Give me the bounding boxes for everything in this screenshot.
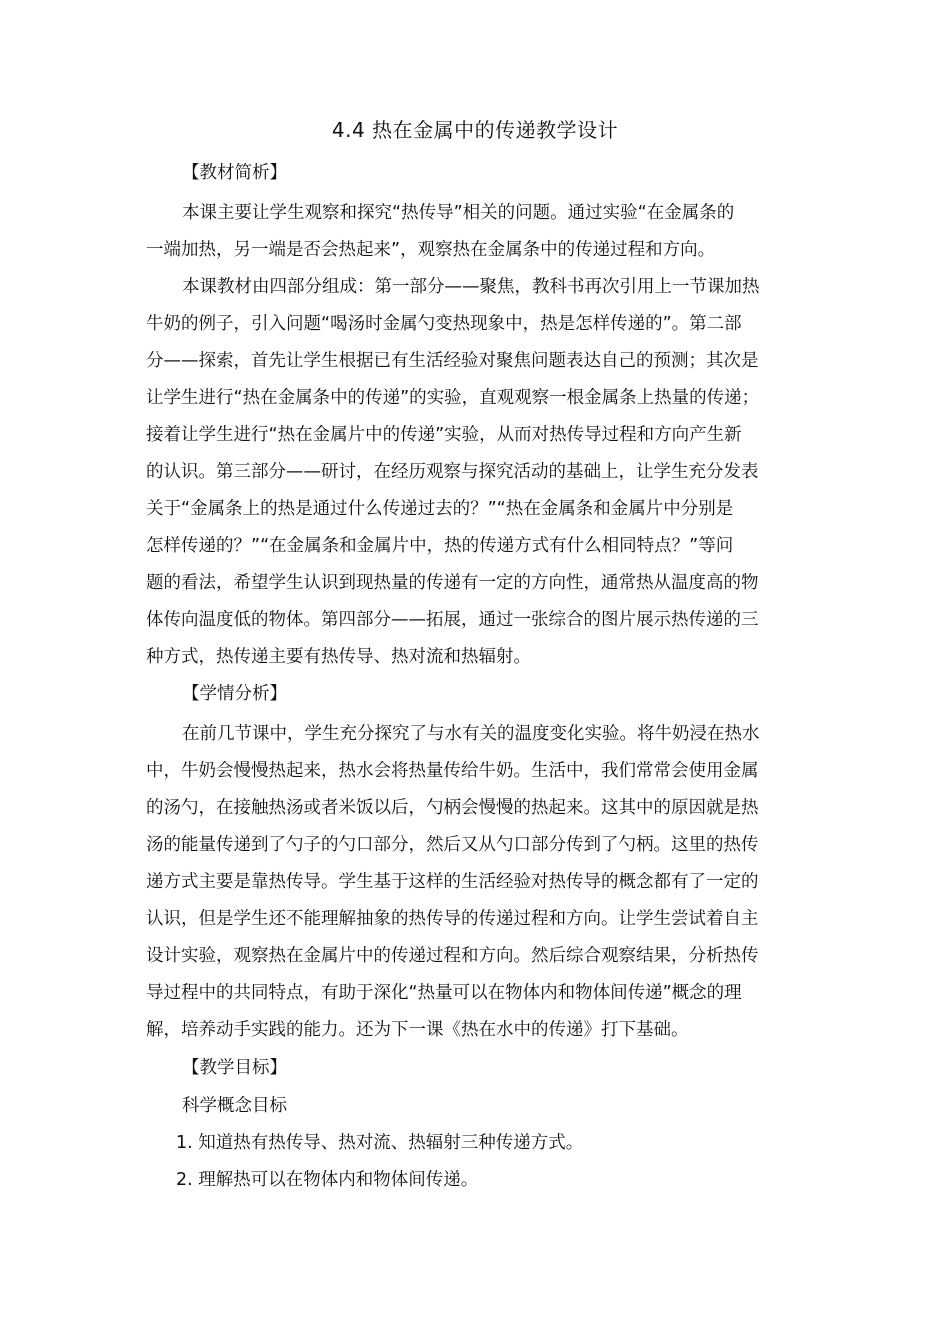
paragraph-line: 关于“金属条上的热是通过什么传递过去的？”“热在金属条和金属片中分别是 [146,499,734,519]
paragraph-line: 的汤勺，在接触热汤或者米饭以后，勺柄会慢慢的热起来。这其中的原因就是热 [146,798,759,818]
section-heading-goals: 【教学目标】 [182,1058,287,1078]
section-heading-students: 【学情分析】 [182,684,287,704]
paragraph-line: 让学生进行“热在金属条中的传递”的实验，直观观察一根金属条上热量的传递； [146,388,760,408]
paragraph-line: 一端加热，另一端是否会热起来”，观察热在金属条中的传递过程和方向。 [146,240,716,260]
goal-item: 2. 理解热可以在物体内和物体间传递。 [176,1170,479,1190]
paragraph-line: 导过程中的共同特点，有助于深化“热量可以在物体内和物体间传递”概念的理 [146,983,742,1003]
goals-subheading: 科学概念目标 [182,1096,287,1116]
paragraph-line: 接着让学生进行“热在金属片中的传递”实验，从而对热传导过程和方向产生新 [146,425,742,445]
paragraph-line: 认识，但是学生还不能理解抽象的热传导的传递过程和方向。让学生尝试着自主 [146,909,759,929]
paragraph-line: 在前几节课中，学生充分探究了与水有关的温度变化实验。将牛奶浸在热水 [182,724,760,744]
paragraph-line: 怎样传递的？”“在金属条和金属片中，热的传递方式有什么相同特点？”等问 [146,536,734,556]
paragraph-line: 设计实验，观察热在金属片中的传递过程和方向。然后综合观察结果，分析热传 [146,946,759,966]
paragraph-line: 本课教材由四部分组成：第一部分——聚焦，教科书再次引用上一节课加热 [182,277,760,297]
paragraph-line: 分——探索，首先让学生根据已有生活经验对聚焦问题表达自己的预测；其次是 [146,351,759,371]
document-title: 4.4 热在金属中的传递教学设计 [331,118,619,142]
goal-item: 1. 知道热有热传导、热对流、热辐射三种传递方式。 [176,1133,584,1153]
paragraph-line: 中，牛奶会慢慢热起来，热水会将热量传给牛奶。生活中，我们常常会使用金属 [146,761,759,781]
paragraph-line: 递方式主要是靠热传导。学生基于这样的生活经验对热传导的概念都有了一定的 [146,872,759,892]
paragraph-line: 种方式，热传递主要有热传导、热对流和热辐射。 [146,647,531,667]
paragraph-line: 题的看法，希望学生认识到现热量的传递有一定的方向性，通常热从温度高的物 [146,573,759,593]
paragraph-line: 体传向温度低的物体。第四部分——拓展，通过一张综合的图片展示热传递的三 [146,610,759,630]
paragraph-line: 本课主要让学生观察和探究“热传导”相关的问题。通过实验“在金属条的 [182,203,735,223]
paragraph-line: 解，培养动手实践的能力。还为下一课《热在水中的传递》打下基础。 [146,1020,689,1040]
paragraph-line: 牛奶的例子，引入问题“喝汤时金属勺变热现象中，热是怎样传递的”。第二部 [146,314,742,334]
paragraph-line: 汤的能量传递到了勺子的勺口部分，然后又从勺口部分传到了勺柄。这里的热传 [146,835,759,855]
paragraph-line: 的认识。第三部分——研讨，在经历观察与探究活动的基础上，让学生充分发表 [146,462,759,482]
section-heading-material: 【教材简析】 [182,163,287,183]
